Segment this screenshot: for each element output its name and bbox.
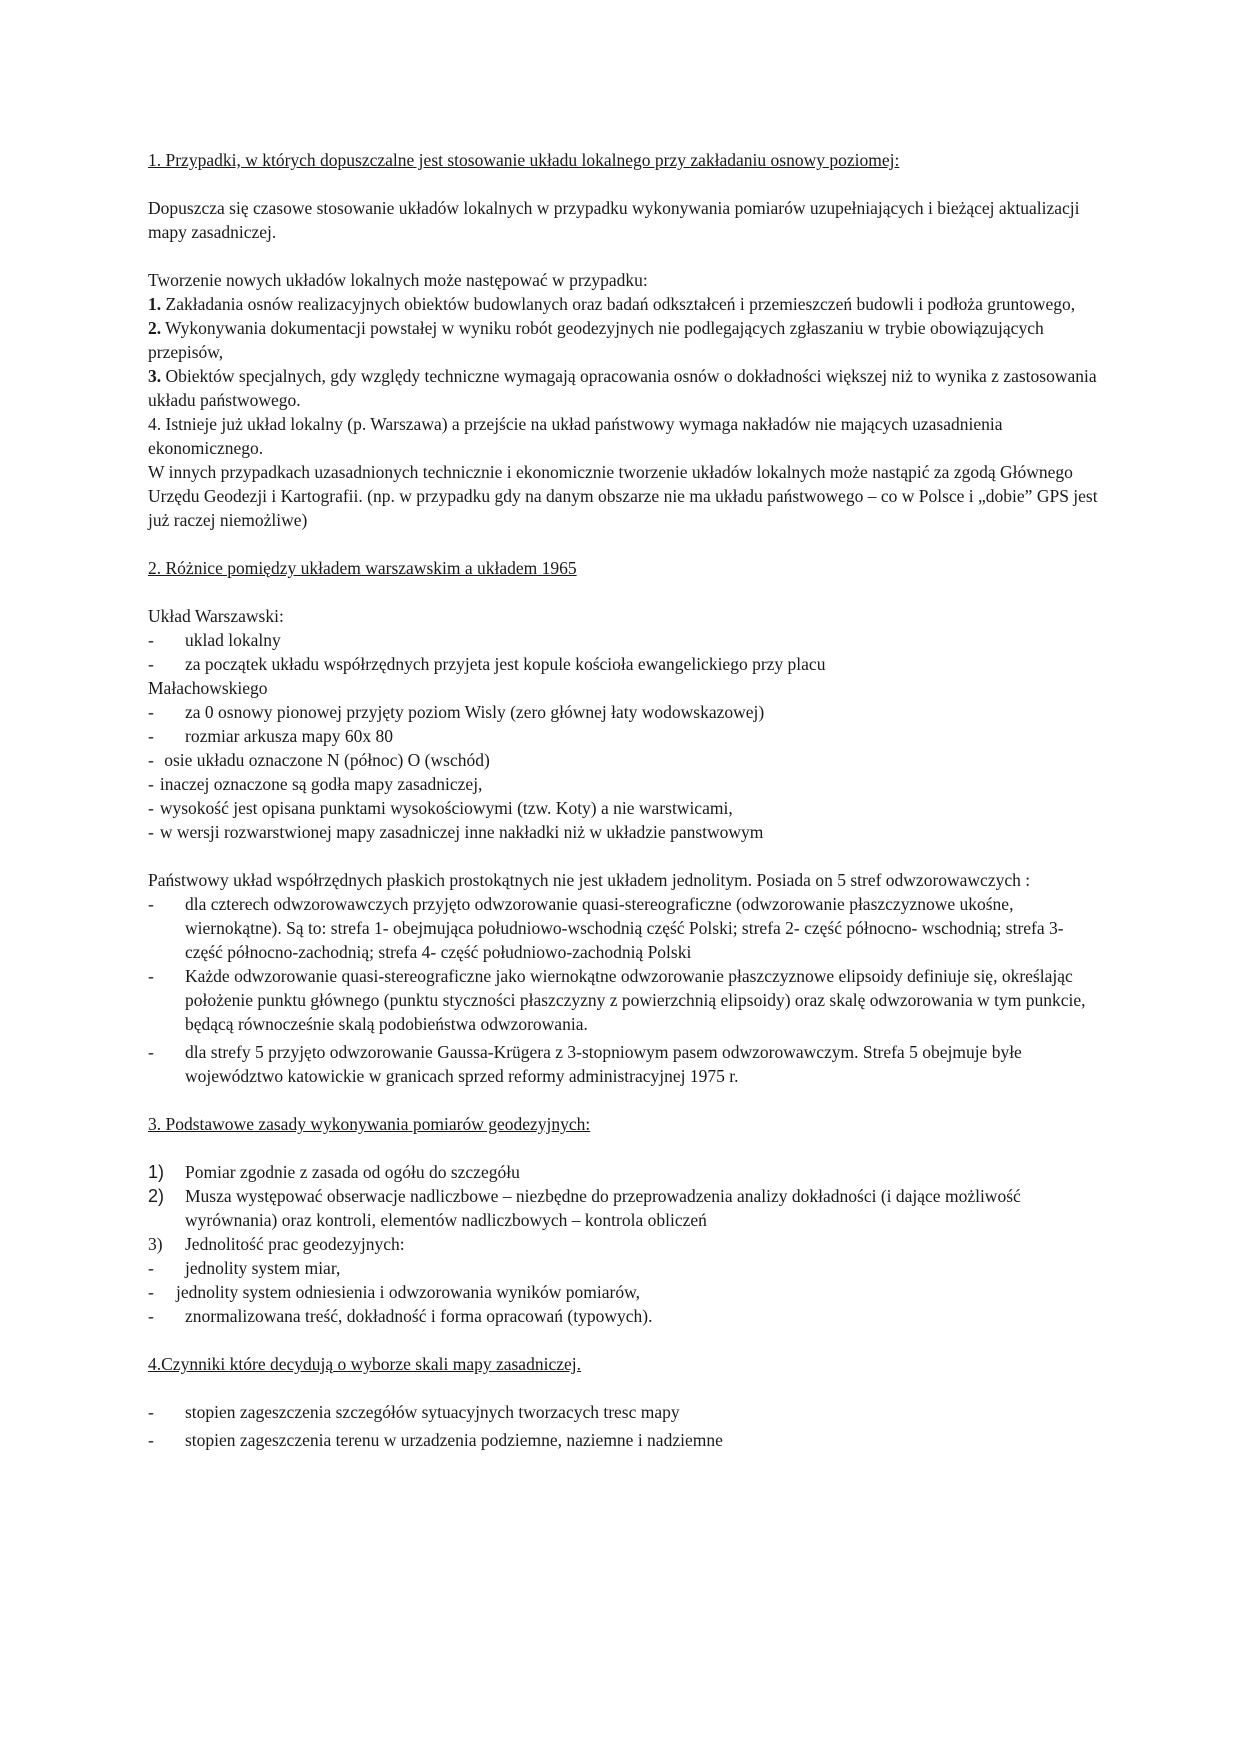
document-page <box>148 148 1098 1452</box>
section-4-heading: 4.Czynniki które decydują o wyborze skali mapy zasadniczej. <box>148 1354 581 1374</box>
section-2-subtitle: Układ Warszawski: <box>148 606 284 626</box>
section-1-intro: Dopuszcza się czasowe stosowanie układów lokalnych w przypadku wykonywania pomiarów uzupełniających i bieżącej aktualizacji mapy zasadniczej. <box>148 198 1080 242</box>
section-2-state-intro: Państwowy układ współrzędnych płaskich prostokątnych nie jest układem jednolitym. Posiada on 5 stref odwzorowawczych : <box>148 870 1031 890</box>
section-1-item: 1. Zakładania osnów realizacyjnych obiektów budowlanych oraz badań odkształceń i przemieszczeń budowli i podłoża gruntowego, <box>148 294 1076 314</box>
list-item: - znormalizowana treść, dokładność i forma opracowań (typowych). <box>148 1306 653 1326</box>
list-item: - osie układu oznaczone N (północ) O (wschód) <box>148 750 490 770</box>
list-item: - Każde odwzorowanie quasi-stereograficzne jako wiernokątne odwzorowanie płaszczyznowe elipsoidy definiuje się, określając położenie punktu głównego (punktu styczności płaszczyzny z powierzchnią elipsoidy) oraz skalę odwzorowania w tym punkcie, będącą równocześnie skalą podobieństwa odwzorowania. <box>148 966 1086 1034</box>
list-item: - uklad lokalny <box>148 630 281 650</box>
section-1-lead: Tworzenie nowych układów lokalnych może następować w przypadku: <box>148 270 648 290</box>
section-3-heading: 3. Podstawowe zasady wykonywania pomiarów geodezyjnych: <box>148 1114 591 1134</box>
section-1-heading: 1. Przypadki, w których dopuszczalne jest stosowanie układu lokalnego przy zakładaniu osnowy poziomej: <box>148 150 900 170</box>
list-item: - w wersji rozwarstwionej mapy zasadniczej inne nakładki niż w układzie panstwowym <box>148 822 764 842</box>
list-item: 3) Jednolitość prac geodezyjnych: <box>148 1234 405 1254</box>
list-item: - za początek układu współrzędnych przyjeta jest kopule kościoła ewangelickiego przy placu <box>148 654 826 674</box>
list-item: - za 0 osnowy pionowej przyjęty poziom Wisly (zero głównej łaty wodowskazowej) <box>148 702 765 722</box>
section-2-heading: 2. Różnice pomiędzy układem warszawskim a układem 1965 <box>148 558 577 578</box>
list-item: 2) Musza występować obserwacje nadliczbowe – niezbędne do przeprowadzenia analizy dokładności (i dające możliwość wyrównania) oraz kontroli, elementów nadliczbowych – kontrola obliczeń <box>148 1186 1021 1230</box>
list-item: - wysokość jest opisana punktami wysokościowymi (tzw. Koty) a nie warstwicami, <box>148 798 733 818</box>
list-item-wrap: Małachowskiego <box>148 678 268 698</box>
section-1-item: 2. Wykonywania dokumentacji powstałej w wyniku robót geodezyjnych nie podlegających zgłaszaniu w trybie obowiązujących przepisów, <box>148 318 1044 362</box>
list-item: 1) Pomiar zgodnie z zasada od ogółu do szczegółu <box>148 1162 520 1182</box>
list-item: - stopien zageszczenia terenu w urzadzenia podziemne, naziemne i nadziemne <box>148 1430 723 1450</box>
list-item: - inaczej oznaczone są godła mapy zasadniczej, <box>148 774 483 794</box>
list-item: - jednolity system odniesienia i odwzorowania wyników pomiarów, <box>148 1282 640 1302</box>
section-1-closing: W innych przypadkach uzasadnionych technicznie i ekonomicznie tworzenie układów lokalnych może nastąpić za zgodą Głównego Urzędu Geodezji i Kartografii. (np. w przypadku gdy na danym obszarze nie ma układu państwowego – co w Polsce i „dobie” GPS jest już raczej niemożliwe) <box>148 462 1098 530</box>
list-item: - dla strefy 5 przyjęto odwzorowanie Gaussa-Krügera z 3-stopniowym pasem odwzorowawczym. Strefa 5 obejmuje byłe województwo katowickie w granicach sprzed reformy administracyjnej 1975 r. <box>148 1042 1022 1086</box>
list-item: - jednolity system miar, <box>148 1258 341 1278</box>
list-item: - stopien zageszczenia szczegółów sytuacyjnych tworzacych tresc mapy <box>148 1402 680 1422</box>
section-1-item: 3. Obiektów specjalnych, gdy względy techniczne wymagają opracowania osnów o dokładności większej niż to wynika z zastosowania układu państwowego. <box>148 366 1097 410</box>
section-1-item-4: 4. Istnieje już układ lokalny (p. Warszawa) a przejście na układ państwowy wymaga nakładów nie mających uzasadnienia ekonomicznego. <box>148 414 1003 458</box>
list-item: - dla czterech odwzorowawczych przyjęto odwzorowanie quasi-stereograficzne (odwzorowanie płaszczyznowe ukośne, wiernokątne). Są to: strefa 1- obejmująca południowo-wschodnią część Polski; strefa 2- część północno- wschodnią; strefa 3- część północno-zachodnią; strefa 4- część południowo-zachodnią Polski <box>148 894 1064 962</box>
list-item: - rozmiar arkusza mapy 60x 80 <box>148 726 393 746</box>
